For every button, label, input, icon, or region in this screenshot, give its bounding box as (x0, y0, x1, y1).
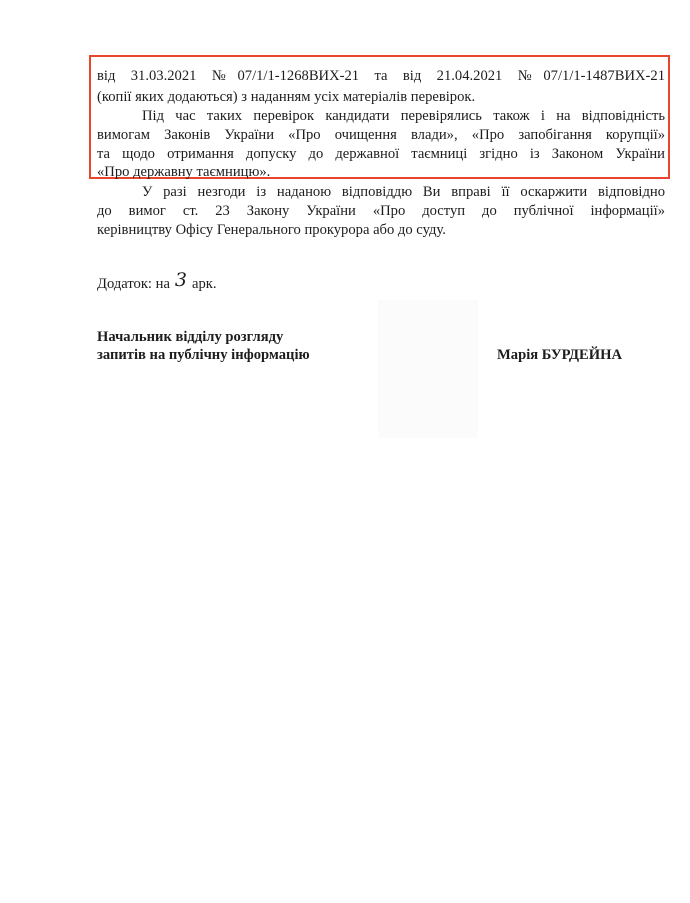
attachment-prefix: Додаток: на (97, 276, 170, 292)
signatory-title-line-1: Начальник відділу розгляду (97, 329, 284, 345)
paragraph-2-line-4: «Про державну таємницю». (97, 164, 271, 180)
attachment-line (97, 269, 217, 293)
paragraph-1-line-1: від 31.03.2021 №07/1/1-1268ВИХ-21 та від 21.04.2021 №07/1/1-1487ВИХ-21 (97, 68, 665, 84)
signatory-title-line-2: запитів на публічну інформацію (97, 347, 310, 363)
attachment-suffix: арк. (192, 276, 217, 292)
paragraph-3-line-2: до вимог ст. 23 Закону України «Про доступ до публічної інформації» (97, 203, 665, 219)
attachment-count: 3 (174, 269, 188, 291)
redacted-signature-area (378, 300, 478, 438)
paragraph-1-line-2: (копії яких додаються) з наданням усіх матеріалів перевірок. (97, 89, 476, 105)
paragraph-2-line-1: Під час таких перевірок кандидати перевірялись також і на відповідність (142, 108, 665, 124)
paragraph-3-line-3: керівництву Офісу Генерального прокурора або до суду. (97, 222, 446, 238)
paragraph-2-line-2: вимогам Законів України «Про очищення влади», «Про запобігання корупції» (97, 127, 665, 143)
paragraph-2-line-3: та щодо отримання допуску до державної таємниці згідно із Законом України (97, 146, 665, 162)
paragraph-3-line-1: У разі незгоди із наданою відповіддю Ви вправі її оскаржити відповідно (142, 184, 665, 200)
signatory-name: Марія БУРДЕЙНА (497, 347, 623, 363)
